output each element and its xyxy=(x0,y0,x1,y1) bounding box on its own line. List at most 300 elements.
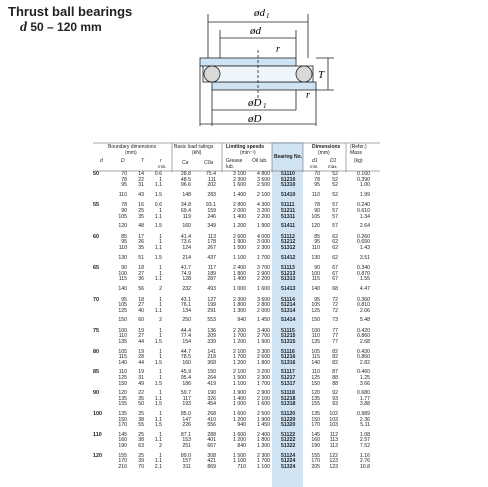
table-cell: 27 xyxy=(138,270,144,277)
table-cell: 0.610 xyxy=(357,207,370,214)
table-cell: 93.1 xyxy=(205,202,216,209)
table-cell: 95 xyxy=(121,296,127,303)
table-cell: 2 200 xyxy=(233,327,246,334)
table-cell: 1 100 xyxy=(233,254,246,261)
table-cell: 326 xyxy=(207,395,216,402)
table-cell: 1 700 xyxy=(257,254,270,261)
table-cell: 73 xyxy=(332,317,338,324)
table-cell: 3 700 xyxy=(257,265,270,272)
cell-d: 100 xyxy=(93,411,102,417)
table-cell: 78 xyxy=(314,176,320,183)
hdr-speeds: Limiting speeds xyxy=(226,144,265,150)
table-cell: 89.0 xyxy=(180,452,191,459)
table-cell: 92 xyxy=(332,390,338,397)
cell-d: 85 xyxy=(93,369,99,376)
table-cell: 1 500 xyxy=(233,452,246,459)
table-cell: 51322 xyxy=(281,442,296,449)
table-cell: 202 xyxy=(207,182,216,189)
table-cell: 1 100 xyxy=(233,458,246,465)
table-cell: 52 xyxy=(332,182,338,189)
table-cell: 57 xyxy=(332,213,338,220)
table-cell: 4 300 xyxy=(257,202,270,209)
label-T: T xyxy=(318,69,325,81)
table-cell: 110 xyxy=(118,333,127,340)
table-cell: 1 000 xyxy=(233,401,246,408)
table-cell: 57 xyxy=(332,202,338,209)
table-cell: 1.1 xyxy=(154,416,162,423)
table-cell: 44 xyxy=(138,359,144,366)
table-cell: 25 xyxy=(138,411,144,417)
table-cell: 135 xyxy=(118,339,127,346)
table-cell: 1 400 xyxy=(233,191,246,198)
table-cell: 105 xyxy=(118,302,127,309)
table-cell: 0.6 xyxy=(154,171,162,177)
hdr-d: d xyxy=(100,158,103,164)
hdr-dims-unit: (mm) xyxy=(318,150,330,156)
hdr-load: Basic load ratings xyxy=(174,144,214,150)
table-cell: 51118 xyxy=(281,390,295,397)
table-cell: 67 xyxy=(332,265,338,272)
table-cell: 3 000 xyxy=(257,239,270,246)
table-cell: 90 xyxy=(314,207,320,214)
table-cell: 2 600 xyxy=(257,354,270,361)
table-cell: 77 xyxy=(332,333,338,340)
table-cell: 2.57 xyxy=(359,437,370,444)
table-cell: 150 xyxy=(311,317,320,324)
hdr-load-unit: (kN) xyxy=(192,150,202,156)
table-cell: 155 xyxy=(311,401,320,408)
table-cell: 26 xyxy=(138,239,144,246)
table-cell: 51120 xyxy=(281,411,296,417)
table-cell: 1 xyxy=(159,452,162,459)
table-cell: 155 xyxy=(311,452,320,459)
table-cell: 0.160 xyxy=(357,171,370,177)
table-cell: 51310 xyxy=(281,182,296,189)
table-cell: 55 xyxy=(138,422,144,429)
table-cell: 437 xyxy=(207,254,216,261)
table-cell: 2 xyxy=(159,317,162,324)
table-cell: 22 xyxy=(138,176,144,183)
table-cell: 1 xyxy=(159,233,162,240)
table-cell: 1 900 xyxy=(257,339,270,346)
table-cell: 122 xyxy=(329,452,338,459)
table-cell: 51220 xyxy=(281,416,296,423)
table-cell: 51117 xyxy=(281,369,295,376)
table-cell: 105 xyxy=(311,213,320,220)
table-cell: 1 300 xyxy=(233,307,246,314)
table-cell: 1 xyxy=(159,354,162,361)
table-cell: 251 xyxy=(182,442,191,449)
table-cell: 148 xyxy=(182,191,191,198)
table-cell: 78 xyxy=(314,202,320,209)
table-cell: 2 100 xyxy=(233,348,246,355)
table-cell: 100 xyxy=(118,327,127,334)
table-cell: 110 xyxy=(118,369,127,376)
table-cell: 1 700 xyxy=(233,333,246,340)
table-cell: 1 600 xyxy=(233,431,246,438)
table-cell: 125 xyxy=(311,307,320,314)
page-title: Thrust ball bearings xyxy=(8,4,133,19)
table-cell: 115 xyxy=(118,354,127,361)
table-cell: 17 xyxy=(138,233,144,240)
table-cell: 2.1 xyxy=(154,463,162,470)
table-cell: 41.4 xyxy=(180,233,191,240)
table-cell: 19 xyxy=(138,369,144,376)
table-cell: 1.55 xyxy=(359,276,370,283)
table-cell: 113 xyxy=(207,233,216,240)
table-cell: 27 xyxy=(138,333,144,340)
table-cell: 95 xyxy=(314,296,320,303)
table-cell: 1 100 xyxy=(257,463,270,470)
table-cell: 421 xyxy=(207,458,216,465)
label-d1-sub: 1 xyxy=(266,12,270,20)
table-cell: 0.989 xyxy=(357,411,370,417)
table-cell: 52 xyxy=(332,191,338,198)
hdr-speeds-unit: (min⁻¹) xyxy=(240,150,256,156)
table-cell: 88 xyxy=(332,375,338,382)
table-cell: 117 xyxy=(182,395,191,402)
table-cell: 93 xyxy=(332,395,338,402)
table-cell: 44.4 xyxy=(180,327,191,334)
hdr-D: D xyxy=(121,158,125,164)
table-cell: 120 xyxy=(118,223,127,230)
table-row xyxy=(0,224,488,230)
table-cell: 51224 xyxy=(281,458,296,465)
table-cell: 110 xyxy=(118,191,127,198)
cell-d: 90 xyxy=(93,390,99,397)
table-cell: 115 xyxy=(311,354,320,361)
hdr-D1: D1 xyxy=(330,158,337,164)
table-cell: 105 xyxy=(118,348,127,355)
table-cell: 410 xyxy=(207,416,216,423)
cell-d: 75 xyxy=(93,327,99,334)
table-cell: 160 xyxy=(311,437,320,444)
table-group xyxy=(0,412,488,429)
table-cell: 1.1 xyxy=(154,244,162,251)
table-group xyxy=(0,298,488,315)
table-cell: 125 xyxy=(118,375,127,382)
table-cell: 95 xyxy=(314,182,320,189)
table-cell: 1 700 xyxy=(257,458,270,465)
table-cell: 1 400 xyxy=(233,276,246,283)
table-cell: 25 xyxy=(138,207,144,214)
table-cell: 1 xyxy=(159,390,162,397)
table-cell: 311 xyxy=(182,463,191,470)
table-cell: 51318 xyxy=(281,401,296,408)
table-row xyxy=(0,215,488,221)
table-cell: 115 xyxy=(311,276,320,283)
table-cell: 1 600 xyxy=(233,182,246,189)
table-cell: 51116 xyxy=(281,348,295,355)
table-cell: 77 xyxy=(332,327,338,334)
table-cell: 112 xyxy=(329,431,338,438)
table-cell: 940 xyxy=(237,422,246,429)
table-cell: 28 xyxy=(138,354,144,361)
table-cell: 69.4 xyxy=(180,207,191,214)
table-cell: 267 xyxy=(207,244,216,251)
table-cell: 419 xyxy=(207,380,216,387)
table-cell: 1.08 xyxy=(359,431,370,438)
table-cell: 2 200 xyxy=(257,213,270,220)
table-cell: 2 300 xyxy=(257,452,270,459)
table-cell: 1 600 xyxy=(257,401,270,408)
table-cell: 51124 xyxy=(281,452,296,459)
table-cell: 1 100 xyxy=(233,380,246,387)
subtitle-d: d xyxy=(20,20,27,35)
table-cell: 72 xyxy=(332,296,338,303)
table-cell: 1.1 xyxy=(154,307,162,314)
table-cell: 51317 xyxy=(281,380,296,387)
table-cell: 1.1 xyxy=(154,395,162,402)
table-cell: 4 000 xyxy=(257,233,270,240)
table-cell: 0.860 xyxy=(357,354,370,361)
table-cell: 44.7 xyxy=(180,348,191,355)
table-cell: 125 xyxy=(311,375,320,382)
table-cell: 1 300 xyxy=(257,442,270,449)
table-cell: 18 xyxy=(138,296,144,303)
table-cell: 68 xyxy=(332,285,338,292)
table-cell: 123 xyxy=(329,458,338,465)
table-cell: 51111 xyxy=(281,202,295,209)
table-cell: 2 100 xyxy=(257,191,270,198)
table-cell: 48.5 xyxy=(180,176,191,183)
table-cell: 454 xyxy=(207,401,216,408)
table-cell: 1 200 xyxy=(233,223,246,230)
table-cell: 1 200 xyxy=(233,416,246,423)
table-cell: 77 xyxy=(332,339,338,346)
table-cell: 556 xyxy=(207,422,216,429)
table-cell: 111 xyxy=(208,176,216,183)
table-group xyxy=(0,433,488,450)
hdr-oil: Oil lub. xyxy=(252,158,268,164)
table-cell: 40 xyxy=(138,307,144,314)
table-cell: 62 xyxy=(332,254,338,261)
table-cell: 103 xyxy=(329,422,338,429)
table-group-extra xyxy=(0,318,488,324)
table-cell: 1 900 xyxy=(257,223,270,230)
table-cell: 103 xyxy=(329,416,338,423)
table-cell: 19 xyxy=(138,348,144,355)
table-row xyxy=(0,361,488,367)
table-cell: 1 xyxy=(159,333,162,340)
table-cell: 113 xyxy=(329,437,338,444)
table-row xyxy=(0,382,488,388)
table-cell: 1.99 xyxy=(359,191,370,198)
table-cell: 339 xyxy=(207,339,216,346)
cell-d: 110 xyxy=(93,431,102,438)
table-cell: 401 xyxy=(207,437,216,444)
table-cell: 140 xyxy=(118,285,127,292)
table-cell: 154 xyxy=(182,339,191,346)
table-cell: 155 xyxy=(118,452,127,459)
table-row xyxy=(0,444,488,450)
table-cell: 3 600 xyxy=(257,176,270,183)
table-cell: 119 xyxy=(182,213,191,220)
table-group xyxy=(0,329,488,346)
table-cell: 2 800 xyxy=(257,302,270,309)
table-cell: 0.390 xyxy=(357,176,370,183)
table-cell: 90 xyxy=(121,207,127,214)
table-cell: 102 xyxy=(329,411,338,417)
table-cell: 1.5 xyxy=(154,359,162,366)
table-cell: 0.870 xyxy=(357,270,370,277)
table-cell: 2 400 xyxy=(233,265,246,272)
table-cell: 120 xyxy=(118,390,127,397)
table-cell: 226 xyxy=(182,422,191,429)
table-cell: 51211 xyxy=(281,207,296,214)
table-cell: 76.1 xyxy=(180,302,191,309)
table-cell: 1.5 xyxy=(154,223,162,230)
table-cell: 1 800 xyxy=(233,302,246,309)
hdr-D1-max: max. xyxy=(328,164,338,169)
hdr-grease: Grease lub. xyxy=(226,158,243,170)
table-cell: 140 xyxy=(311,359,320,366)
table-cell: 70 xyxy=(138,463,144,470)
label-D1-sub: 1 xyxy=(263,102,267,110)
table-cell: 840 xyxy=(237,442,246,449)
table-cell: 31 xyxy=(138,182,144,189)
table-cell: 1 xyxy=(159,369,162,376)
table-cell: 62 xyxy=(332,239,338,246)
table-cell: 1.25 xyxy=(359,375,370,382)
table-cell: 1 900 xyxy=(233,239,246,246)
table-cell: 2 700 xyxy=(257,333,270,340)
table-cell: 2.06 xyxy=(359,307,370,314)
table-cell: 1 800 xyxy=(233,270,246,277)
table-cell: 95 xyxy=(121,239,127,246)
table-cell: 160 xyxy=(182,223,191,230)
table-cell: 100 xyxy=(118,270,127,277)
table-cell: 264 xyxy=(207,375,216,382)
table-cell: 51314 xyxy=(281,307,296,314)
table-cell: 0.860 xyxy=(357,333,370,340)
table-cell: 85.0 xyxy=(180,411,191,417)
table-cell: 51412 xyxy=(281,254,296,261)
table-cell: 4 800 xyxy=(257,171,270,177)
table-cell: 78 xyxy=(121,202,127,209)
table-cell: 110 xyxy=(311,244,320,251)
table-cell: 1.1 xyxy=(154,182,162,189)
table-cell: 2.64 xyxy=(359,223,370,230)
table-cell: 2 100 xyxy=(257,395,270,402)
table-cell: 1.16 xyxy=(359,452,370,459)
table-cell: 60 xyxy=(138,317,144,324)
table-cell: 51222 xyxy=(281,437,296,444)
cell-d: 50 xyxy=(93,171,99,177)
table-cell: 70 xyxy=(121,171,127,177)
table-cell: 110 xyxy=(118,244,127,251)
hdr-bearing-no: Bearing No. xyxy=(274,154,303,160)
table-cell: 35 xyxy=(138,213,144,220)
table-cell: 1 000 xyxy=(233,285,246,292)
table-cell: 35 xyxy=(138,395,144,402)
table-cell: 51320 xyxy=(281,422,296,429)
table-cell: 19 xyxy=(138,327,144,334)
table-cell: 1.5 xyxy=(154,191,162,198)
table-cell: 85 xyxy=(314,233,320,240)
table-cell: 31 xyxy=(138,375,144,382)
hdr-mass: (Refer.) Mass xyxy=(350,144,367,156)
table-cell: 0.6 xyxy=(154,202,162,209)
table-cell: 157 xyxy=(182,458,191,465)
table-cell: 214 xyxy=(182,254,191,261)
label-d: ød xyxy=(250,25,261,37)
table-cell: 159 xyxy=(207,207,216,214)
table-cell: 105 xyxy=(311,302,320,309)
table-cell: 3.51 xyxy=(359,254,370,261)
table-row xyxy=(0,309,488,315)
table-cell: 1.77 xyxy=(359,395,370,402)
table-cell: 51216 xyxy=(281,354,296,361)
table-cell: 51413 xyxy=(281,285,296,292)
hdr-ca: Ca xyxy=(182,160,189,166)
table-cell: 43.1 xyxy=(180,296,191,303)
table-cell: 3.66 xyxy=(359,380,370,387)
table-cell: 51215 xyxy=(281,333,296,340)
table-cell: 96.6 xyxy=(180,182,191,189)
table-cell: 178 xyxy=(207,239,216,246)
table-cell: 135 xyxy=(118,411,127,417)
table-row xyxy=(0,465,488,471)
table-cell: 0.420 xyxy=(357,327,370,334)
table-cell: 1 xyxy=(159,348,162,355)
table-cell: 190 xyxy=(118,442,127,449)
table-cell: 170 xyxy=(311,458,320,465)
table-cell: 49 xyxy=(138,380,144,387)
hdr-dims: Dimensions xyxy=(312,144,341,150)
table-cell: 72 xyxy=(332,302,338,309)
hdr-T: T xyxy=(141,158,145,164)
table-cell: 1.5 xyxy=(154,422,162,429)
table-cell: 2 xyxy=(159,442,162,449)
table-cell: 218 xyxy=(207,354,216,361)
table-cell: 25 xyxy=(138,431,144,438)
table-cell: 308 xyxy=(207,452,216,459)
hdr-c0a: C0a xyxy=(204,160,214,166)
table-cell: 51414 xyxy=(281,317,296,324)
table-cell: 135 xyxy=(311,339,320,346)
table-cell: 1 xyxy=(159,176,162,183)
table-cell: 140 xyxy=(118,359,127,366)
table-cell: 1.34 xyxy=(359,213,370,220)
table-cell: 1 700 xyxy=(233,354,246,361)
table-cell: 63 xyxy=(138,442,144,449)
table-cell: 93 xyxy=(332,401,338,408)
table-cell: 51113 xyxy=(281,265,295,272)
table-cell: 710 xyxy=(237,463,246,470)
table-cell: 283 xyxy=(207,191,216,198)
table-cell: 940 xyxy=(237,317,246,324)
table-cell: 51214 xyxy=(281,302,296,309)
table-cell: 0.360 xyxy=(357,296,370,303)
table-cell: 150 xyxy=(118,317,127,324)
table-cell: 3 300 xyxy=(257,348,270,355)
table-cell: 1 400 xyxy=(233,395,246,402)
table-cell: 368 xyxy=(207,359,216,366)
table-group xyxy=(0,391,488,408)
table-cell: 115 xyxy=(118,276,127,283)
table-row xyxy=(0,277,488,283)
table-cell: 18 xyxy=(138,265,144,272)
table-cell: 1 600 xyxy=(233,411,246,417)
table-cell: 1.1 xyxy=(154,458,162,465)
table-group xyxy=(0,370,488,387)
table-cell: 1 xyxy=(159,207,162,214)
cell-d: 120 xyxy=(93,452,102,459)
table-cell: 1 200 xyxy=(233,339,246,346)
table-cell: 135 xyxy=(311,411,320,417)
table-cell: 160 xyxy=(118,437,127,444)
